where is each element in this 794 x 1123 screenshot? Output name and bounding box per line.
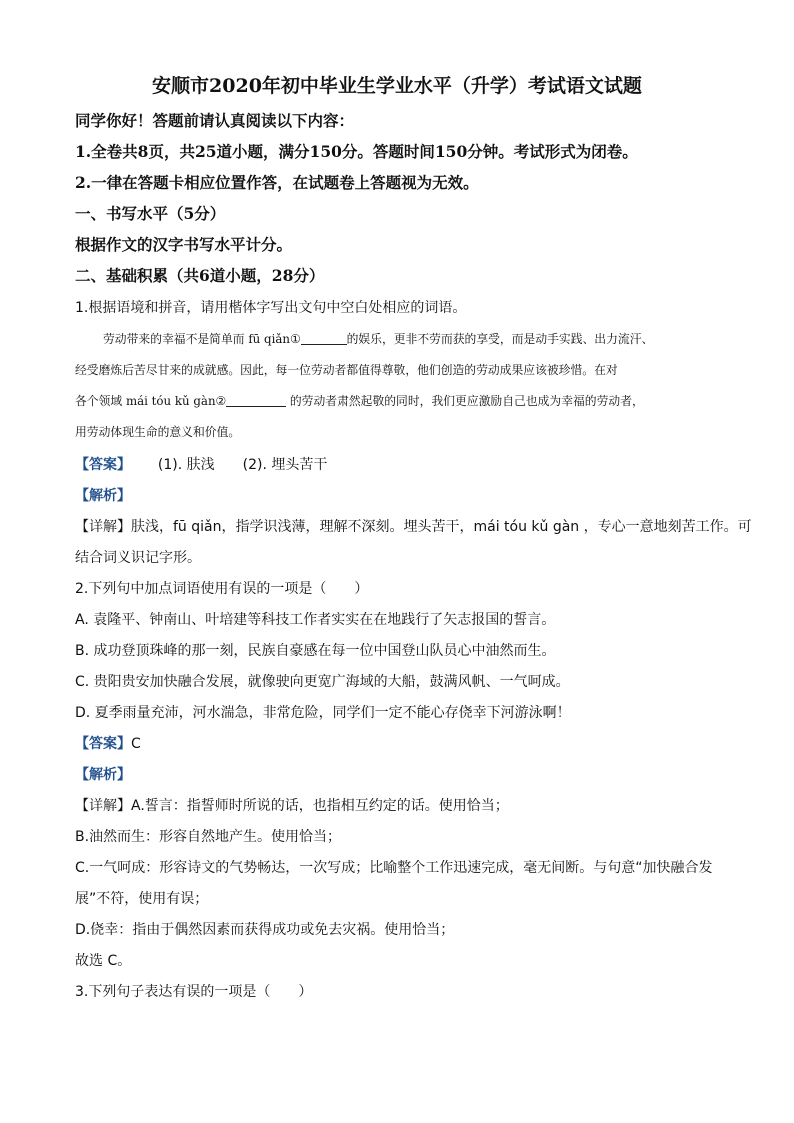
section-1-heading: 一、书写水平（5分）	[75, 204, 226, 223]
question-1-passage-line-1	[103, 330, 653, 347]
question-1-passage-line-3	[75, 392, 644, 409]
question-2-answer	[75, 733, 141, 753]
answer-label: 【答案】	[75, 457, 131, 473]
question-1-answer	[75, 454, 327, 474]
section-1-desc: 根据作文的汉字书写水平计分。	[75, 235, 293, 254]
question-2-detail-a: 【详解】A.誓言：指誓师时所说的话，也指相互约定的话。使用恰当；	[75, 798, 509, 814]
question-2-stem: 2.下列句中加点词语使用有误的一项是（ ）	[75, 581, 369, 597]
question-2-detail-c-line-2: 展”不符，使用有误；	[75, 891, 209, 907]
question-2-option-a: A. 袁隆平、钟南山、叶培建等科技工作者实实在在地践行了矢志报国的誓言。	[75, 612, 556, 628]
passage-text: 的劳动者肃然起敬的同时，我们更应激励自己也成为幸福的劳动者，	[286, 394, 644, 408]
answer-label: 【答案】	[75, 736, 131, 752]
notice-item-2: 2.一律在答题卡相应位置作答，在试题卷上答题视为无效。	[75, 173, 479, 192]
answer-text: C	[131, 736, 141, 752]
question-2-option-d: D. 夏季雨量充沛，河水湍急，非常危险，同学们一定不能心存侥幸下河游泳啊！	[75, 705, 571, 721]
answer-text: (1). 肤浅 (2). 埋头苦干	[157, 457, 328, 473]
answer-blank-1	[301, 330, 347, 345]
question-1-passage-line-2: 经受磨炼后苦尽甘来的成就感。因此，每一位劳动者都值得尊敬，他们创造的劳动成果应该被珍惜。在对	[75, 363, 618, 377]
question-1-detail-line-1: 【详解】肤浅，fū qiǎn，指学识浅薄，理解不深刻。埋头苦干，mái tóu kǔ gàn ，专心一意地刻苦工作。可	[75, 519, 752, 535]
section-2-heading: 二、基础积累（共6道小题，28分）	[75, 266, 325, 285]
question-1-analysis-label: 【解析】	[75, 488, 131, 504]
passage-text: 劳动带来的幸福不是简单而 fū qiǎn①	[103, 332, 301, 346]
page-title: 安顺市2020年初中毕业生学业水平（升学）考试语文试题	[152, 75, 642, 97]
question-2-conclusion: 故选 C。	[75, 953, 132, 969]
question-1-passage-line-4: 用劳动体现生命的意义和价值。	[75, 425, 241, 439]
question-2-detail-c-line-1: C.一气呵成：形容诗文的气势畅达，一次写成；比喻整个工作迅速完成，毫无间断。与句意“加快融合发	[75, 860, 713, 876]
question-3-stem: 3.下列句子表达有误的一项是（ ）	[75, 984, 313, 1000]
question-2-analysis-label: 【解析】	[75, 767, 131, 783]
question-1-detail-line-2: 结合词义识记字形。	[75, 550, 201, 566]
notice-item-1: 1.全卷共8页，共25道小题，满分150分。答题时间150分钟。考试形式为闭卷。	[75, 142, 638, 161]
notice-greeting: 同学你好！答题前请认真阅读以下内容：	[75, 111, 355, 130]
question-2-option-b: B. 成功登顶珠峰的那一刻，民族自豪感在每一位中国登山队员心中油然而生。	[75, 643, 556, 659]
answer-blank-2	[226, 392, 286, 407]
question-1-stem: 1.根据语境和拼音，请用楷体字写出文句中空白处相应的词语。	[75, 300, 467, 316]
question-2-detail-b: B.油然而生：形容自然地产生。使用恰当；	[75, 829, 342, 845]
passage-text: 的娱乐，更非不劳而获的享受，而是动手实践、出力流汗、	[346, 332, 654, 346]
passage-text: 各个领域 mái tóu kǔ gàn②	[75, 394, 227, 408]
question-2-option-c: C. 贵阳贵安加快融合发展，就像驶向更宽广海域的大船，鼓满风帆、一气呵成。	[75, 674, 570, 690]
question-2-detail-d: D.侥幸：指由于偶然因素而获得成功或免去灾祸。使用恰当；	[75, 922, 455, 938]
